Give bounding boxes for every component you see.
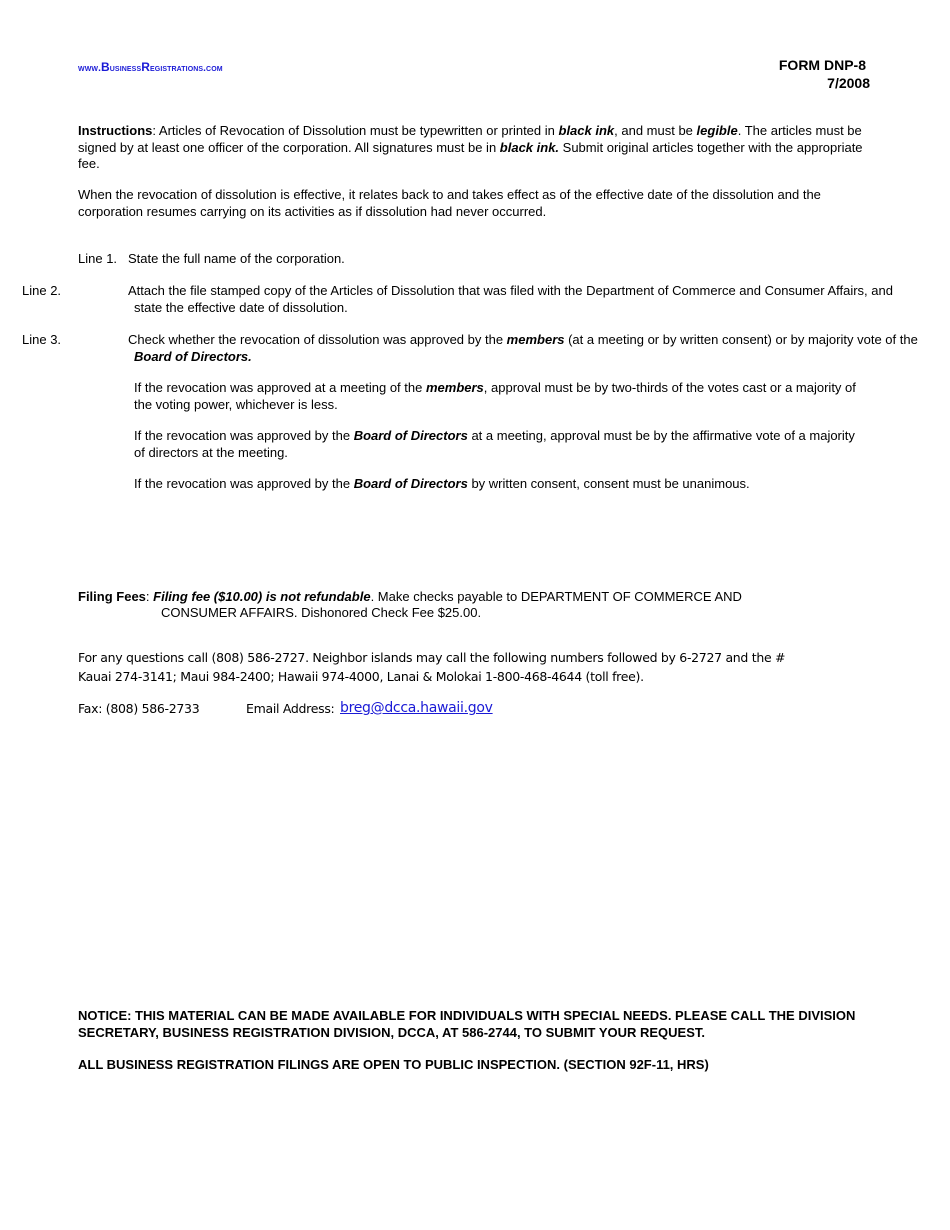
line-1-text: State the full name of the corporation. [128, 251, 345, 266]
members-emphasis: members [506, 332, 565, 347]
form-identifier [779, 56, 870, 92]
website-usiness: usiness [109, 63, 142, 74]
line-2-text: Attach the file stamped copy of the Articles of Dissolution that was filed with the Department of Commerce and Consumer Affairs, and state the effective date of dissolution. [128, 283, 893, 315]
sub1-text-b: , approval must be by two-thirds of the votes cast or a majority of the voting power, whichever is less. [134, 380, 856, 412]
sub3-text-b: by written consent, consent must be unanimous. [467, 476, 750, 491]
sub2-board-emphasis: Board of Directors [353, 428, 468, 443]
special-needs-notice: NOTICE: THIS MATERIAL CAN BE MADE AVAILABLE FOR INDIVIDUALS WITH SPECIAL NEEDS. PLEASE CALL THE DIVISION SECRETARY, BUSINESS REGISTRATION DIVISION, DCCA, AT 586-2744, TO SUBMIT YOUR REQUEST. [78, 1008, 856, 1040]
line-3-sub-board-consent [134, 476, 864, 493]
line-3-sub-board-meeting [134, 428, 864, 461]
filing-fees-colon: : [145, 589, 154, 604]
effective-paragraph: When the revocation of dissolution is effective, it relates back to and takes effect as of the effective date of the dissolution and the corporation resumes carrying on its activities as if dissolution had never occurred. [78, 187, 821, 219]
contact-line-2: Kauai 274-3141; Maui 984-2400; Hawaii 974-4000, Lanai & Molokai 1-800-468-4644 (toll free). [78, 669, 644, 684]
sub2-text-b: at a meeting, approval must be by the affirmative vote of a majority of directors at the meeting. [134, 428, 855, 460]
website-prefix: www. [78, 63, 101, 74]
form-number: FORM DNP-8 [778, 57, 866, 73]
legible-emphasis: legible [696, 123, 738, 138]
filing-fees [78, 589, 878, 606]
line-1-number: Line 1. [78, 251, 118, 266]
email-link[interactable]: breg@dcca.hawaii.gov [340, 700, 493, 716]
website-rest: egistrations.com [150, 63, 223, 74]
line-3 [22, 332, 924, 365]
website-r: R [141, 60, 150, 74]
sub1-text-a: If the revocation was approved at a meeting of the [134, 380, 426, 395]
public-inspection-notice: ALL BUSINESS REGISTRATION FILINGS ARE OPEN TO PUBLIC INSPECTION. (SECTION 92F-11, HRS) [78, 1057, 709, 1072]
filing-fees-continued: CONSUMER AFFAIRS. Dishonored Check Fee $25.00. [161, 605, 482, 620]
sub3-board-emphasis: Board of Directors [353, 476, 468, 491]
instructions-text-b: , and must be [614, 123, 697, 138]
line-1 [78, 251, 868, 268]
line-3-text-a: Check whether the revocation of dissolution was approved by the [128, 332, 507, 347]
instructions-label: Instructions [78, 123, 153, 138]
sub1-members-emphasis: members [425, 380, 484, 395]
line-3-sub-members [134, 380, 864, 413]
filing-fees-label: Filing Fees [78, 589, 146, 604]
instructions-text-a: : Articles of Revocation of Dissolution must be typewritten or printed in [152, 123, 559, 138]
fax-number: Fax: (808) 586-2733 [78, 701, 200, 716]
line-2-number: Line 2. [22, 283, 62, 298]
instructions-text-c: . The articles must be signed by at least one officer of the corporation. All signatures must be in [78, 123, 862, 155]
board-emphasis: Board of Directors. [134, 348, 252, 364]
email-label: Email Address: [246, 701, 335, 716]
filing-fees-text-1: . Make checks payable to DEPARTMENT OF COMMERCE AND [370, 589, 742, 604]
black-ink-emphasis: black ink [558, 123, 615, 138]
contact-line-1: For any questions call (808) 586-2727. Neighbor islands may call the following numbers followed by 6-2727 and the # [78, 650, 786, 665]
line-2 [22, 283, 924, 316]
website-link[interactable] [78, 60, 223, 74]
line-3-number: Line 3. [22, 332, 62, 347]
sub2-text-a: If the revocation was approved by the [134, 428, 354, 443]
instructions-text-d: Submit original articles together with the appropriate fee. [78, 139, 863, 171]
sub3-text-a: If the revocation was approved by the [134, 476, 354, 491]
website-b: B [101, 60, 110, 74]
instructions-paragraph [78, 123, 868, 173]
form-date: 7/2008 [827, 75, 870, 91]
black-ink-emphasis-2: black ink. [499, 139, 560, 155]
line-3-text-b: (at a meeting or by written consent) or by majority vote of the [564, 332, 918, 347]
nonrefundable-emphasis: Filing fee ($10.00) is not refundable [153, 589, 371, 604]
